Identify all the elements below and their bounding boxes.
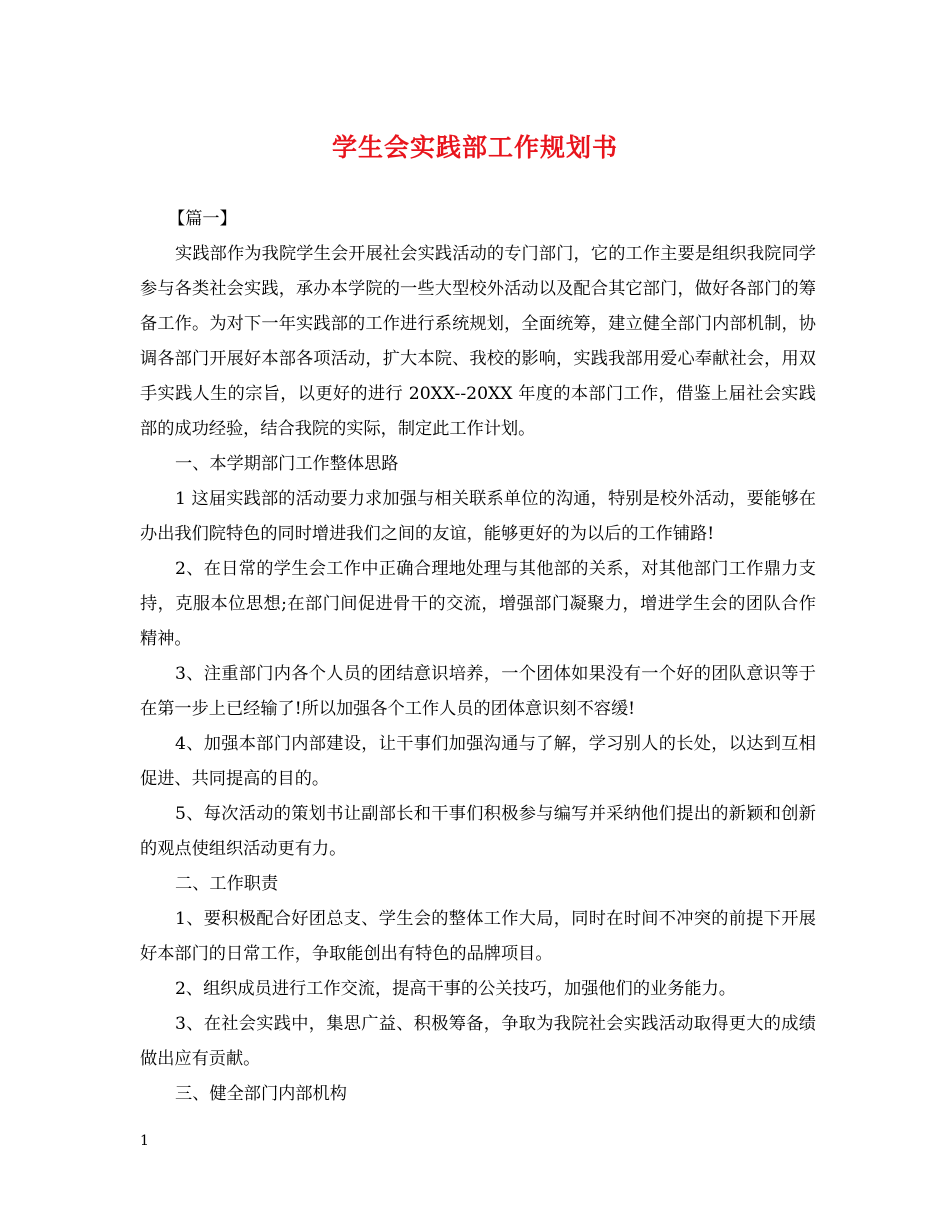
body-paragraph: 2、在日常的学生会工作中正确合理地处理与其他部的关系，对其他部门工作鼎力支持，克服本位思想;在部门间促进骨干的交流，增强部门凝聚力，增进学生会的团队合作精神。 bbox=[140, 559, 816, 649]
body-paragraph: 3、在社会实践中，集思广益、积极筹备，争取为我院社会实践活动取得更大的成绩做出应有贡献。 bbox=[140, 1014, 816, 1069]
body-paragraph: 3、注重部门内各个人员的团结意识培养，一个团体如果没有一个好的团队意识等于在第一步上已经输了!所以加强各个工作人员的团体意识刻不容缓! bbox=[140, 664, 816, 719]
body-paragraph: 4、加强本部门内部建设，让干事们加强沟通与了解，学习别人的长处，以达到互相促进、共同提高的目的。 bbox=[140, 734, 816, 789]
document-title: 学生会实践部工作规划书 bbox=[331, 133, 618, 162]
body-paragraph: 1 这届实践部的活动要力求加强与相关联系单位的沟通，特别是校外活动，要能够在办出我们院特色的同时增进我们之间的友谊，能够更好的为以后的工作铺路! bbox=[140, 489, 816, 544]
body-paragraph: 1、要积极配合好团总支、学生会的整体工作大局，同时在时间不冲突的前提下开展好本部门的日常工作，争取能创出有特色的品牌项目。 bbox=[140, 909, 816, 964]
body-paragraph: 5、每次活动的策划书让副部长和干事们积极参与编写并采纳他们提出的新颖和创新的观点使组织活动更有力。 bbox=[140, 804, 816, 859]
page-number: 1 bbox=[140, 1133, 149, 1149]
section-tag-paragraph: 【篇一】 bbox=[168, 209, 237, 229]
document-body bbox=[140, 202, 816, 1112]
section-heading-2: 二、工作职责 bbox=[175, 874, 279, 894]
body-paragraph: 2、组织成员进行工作交流，提高干事的公关技巧，加强他们的业务能力。 bbox=[175, 979, 736, 999]
section-heading-3: 三、健全部门内部机构 bbox=[175, 1084, 347, 1104]
intro-paragraph: 实践部作为我院学生会开展社会实践活动的专门部门，它的工作主要是组织我院同学参与各类社会实践，承办本学院的一些大型校外活动以及配合其它部门，做好各部门的筹备工作。为对下一年实践部的工作进行系统规划，全面统筹，建立健全部门内部机制，协调各部门开展好本部各项活动，扩大本院、我校的影响，实践我部用爱心奉献社会，用双手实践人生的宗旨，以更好的进行 20XX--20XX 年度的本部门工作，借鉴上届社会实践部的成功经验，结合我院的实际，制定此工作计划。 bbox=[140, 244, 816, 439]
section-heading-1: 一、本学期部门工作整体思路 bbox=[175, 454, 399, 474]
